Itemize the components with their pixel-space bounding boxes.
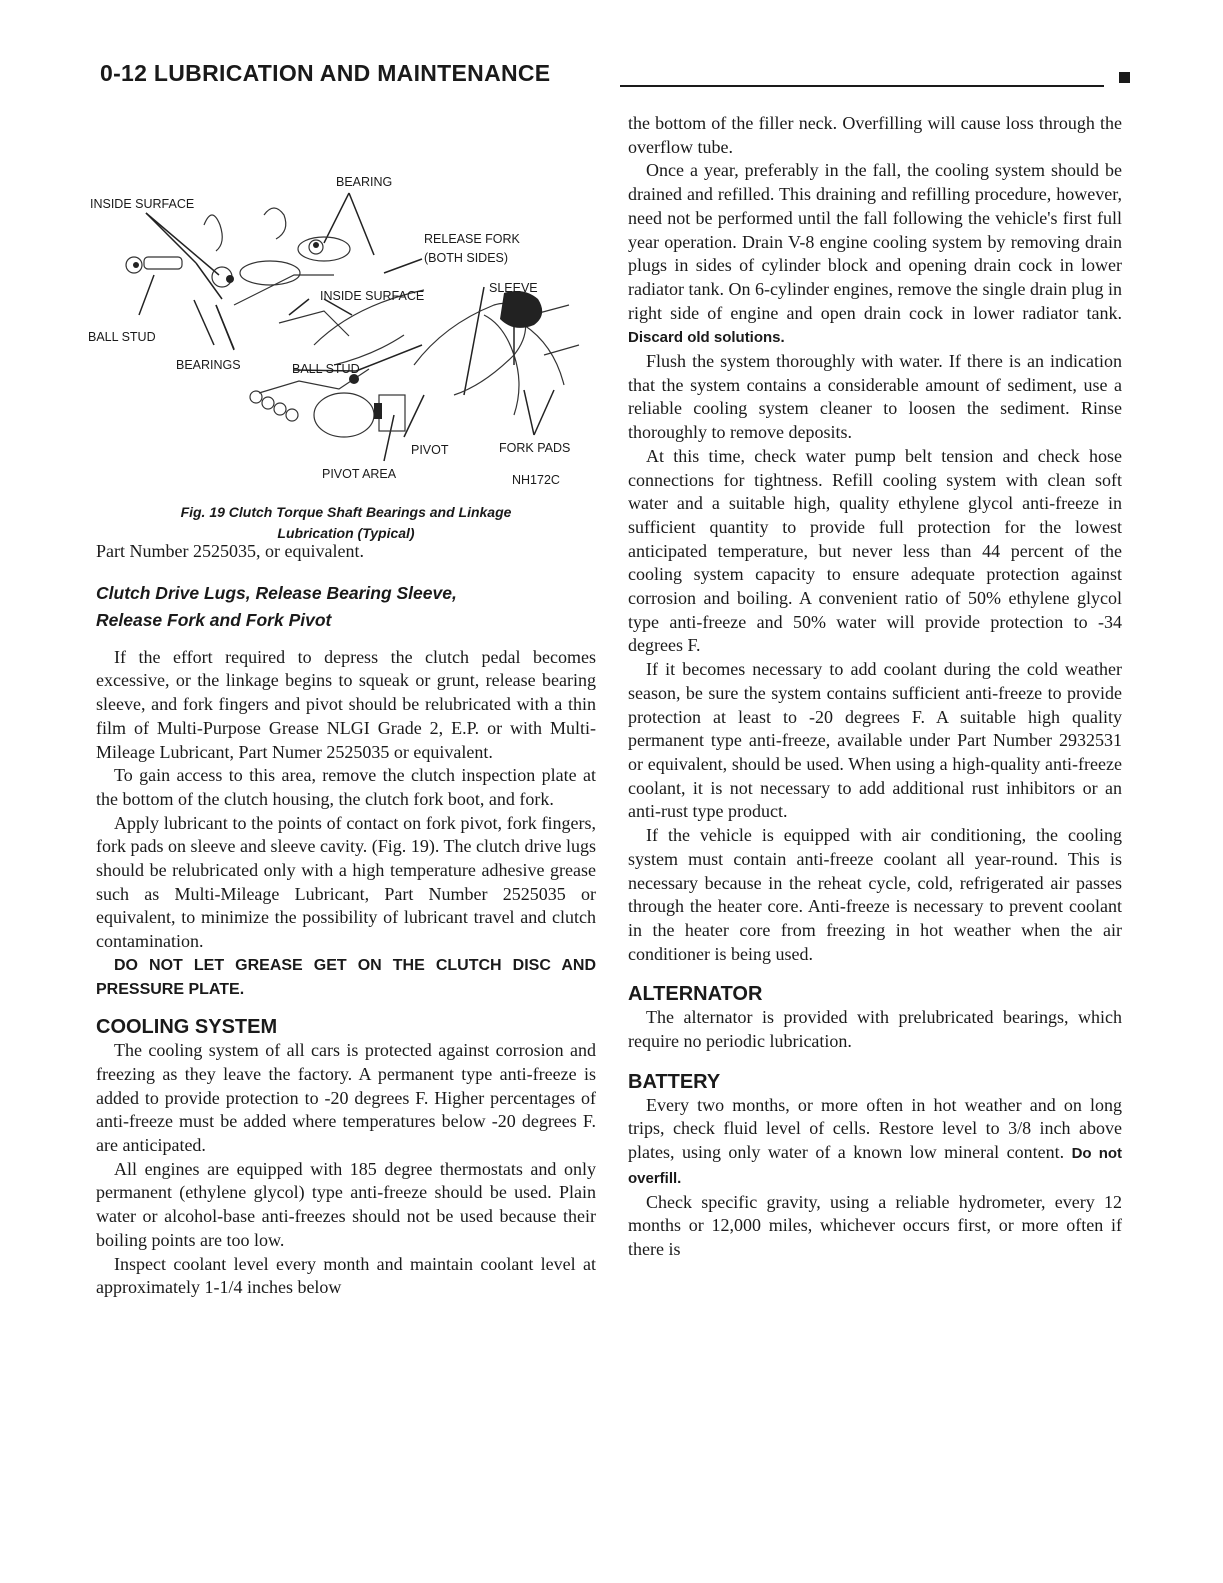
left-column [96, 540, 596, 1300]
label-bearing: BEARING [336, 175, 393, 189]
paragraph-alternator: The alternator is provided with prelubricated bearings, which require no periodic lubrication. [628, 1007, 1122, 1052]
discard-old-solutions: Discard old solutions. [628, 329, 785, 347]
label-pivot: PIVOT [411, 443, 449, 457]
figure-caption-line-1: Fig. 19 Clutch Torque Shaft Bearings and Linkage [180, 504, 512, 520]
paragraph-at-this-time: At this time, check water pump belt tension and check hose connections for tightness. Refill cooling system with clean soft water and a suitable high, quality ethylene glycol anti-freeze in sufficient quantity to provide full protection for the lowest anticipated temperature, but never less than 44 percent of the cooling system capacity to ensure adequate protection against corrosion and boiling. A convenient ratio of 50% ethylene glycol type anti-freeze and 50% water will provide protection to -34 degrees F. [628, 445, 1122, 656]
heading-clutch-drive-lugs-2: Release Fork and Fork Pivot [96, 609, 332, 630]
paragraph-drain-refill [628, 159, 1122, 350]
paragraph-part-number: Part Number 2525035, or equivalent. [96, 541, 364, 561]
paragraph-cooling-inspect: Inspect coolant level every month and maintain coolant level at approximately 1-1/4 inches below [96, 1253, 596, 1298]
page-title: 0-12 LUBRICATION AND MAINTENANCE [100, 60, 551, 86]
figure-caption-line-2: Lubrication (Typical) [277, 525, 415, 541]
label-release-fork: RELEASE FORK [424, 232, 520, 246]
header-square-mark [1119, 72, 1130, 83]
paragraph-filler-neck: the bottom of the filler neck. Overfilling will cause loss through the overflow tube. [628, 113, 1122, 157]
label-ball-stud-mid: BALL STUD [292, 362, 360, 376]
do-not-overfill: Do not overfill. [628, 1145, 1123, 1187]
paragraph-air-conditioning: If the vehicle is equipped with air conditioning, the cooling system must contain anti-freeze coolant all year-round. This is necessary because in the reheat cycle, cold, refrigerated air passes through the heater core. Anti-freeze is necessary to prevent coolant in the heater core from freezing in hot weather when the air conditioner is being used. [628, 825, 1122, 964]
heading-alternator: ALTERNATOR [628, 983, 763, 1006]
heading-battery: BATTERY [628, 1070, 721, 1093]
paragraph-battery-text: Every two months, or more often in hot weather and on long trips, check fluid level of cells. Restore level to 3/8 inch above plates, using only water of a known low mineral content. [628, 1094, 1122, 1163]
label-inside-surface-mid: INSIDE SURFACE [320, 289, 425, 303]
label-ball-stud-left: BALL STUD [88, 330, 156, 344]
paragraph-drain-refill-text: Once a year, preferably in the fall, the cooling system should be drained and refilled. This draining and refilling procedure, however, need not be performed until the fall following the vehicle's first full year operation. Drain V-8 engine cooling system by removing drain plugs in sides of cylinder block and opening drain cock in lower radiator tank. On 6-cylinder engines, remove the single drain plug in right side of engine and open drain cock in lower radiator tank. [628, 160, 1122, 323]
label-both-sides: (BOTH SIDES) [424, 251, 509, 265]
paragraph-flush: Flush the system thoroughly with water. If there is an indication that the system contains a considerable amount of sediment, use a reliable cooling system cleaner to loosen the sediment. Rinse thoroughly to remove deposits. [628, 351, 1122, 443]
paragraph-specific-gravity: Check specific gravity, using a reliable hydrometer, every 12 months or 12,000 miles, whichever occurs first, or more often if there is [628, 1191, 1122, 1259]
warning-grease-clutch: DO NOT LET GREASE GET ON THE CLUTCH DISC AND PRESSURE PLATE. [96, 956, 596, 998]
label-figure-code: NH172C [512, 473, 560, 487]
paragraph-clutch-access: To gain access to this area, remove the clutch inspection plate at the bottom of the clutch housing, the clutch fork boot, and fork. [96, 765, 596, 809]
label-sleeve: SLEEVE [489, 281, 538, 295]
heading-cooling-system: COOLING SYSTEM [96, 1016, 278, 1039]
figure-caption [96, 502, 596, 544]
paragraph-cooling-engines: All engines are equipped with 185 degree thermostats and only permanent (ethylene glycol) type anti-freeze should be used. Plain water or alcohol-base anti-freezes should not be used because their boiling points are too low. [96, 1158, 596, 1250]
heading-clutch-drive-lugs-1: Clutch Drive Lugs, Release Bearing Sleeve, [96, 582, 457, 603]
right-column [628, 112, 1122, 1262]
paragraph-cooling-protected: The cooling system of all cars is protected against corrosion and freezing as they leave the factory. A permanent type anti-freeze is added to provide protection to -20 degrees F. Higher percentages of anti-freeze must be added where temperatures below -20 degrees F. are anticipated. [96, 1040, 596, 1156]
header-rule [620, 85, 1104, 87]
page-header [100, 60, 1130, 92]
label-bearings: BEARINGS [176, 358, 241, 372]
paragraph-clutch-effort: If the effort required to depress the clutch pedal becomes excessive, or the linkage begins to squeak or grunt, release bearing sleeve, and fork fingers and pivot should be relubricated with a thin film of Multi-Purpose Grease NLGI Grade 2, E.P. or with Multi-Mileage Lubricant, Part Numer 2525035 or equivalent. [96, 646, 596, 762]
paragraph-clutch-apply: Apply lubricant to the points of contact on fork pivot, fork fingers, fork pads on sleeve and sleeve cavity. (Fig. 19). The clutch drive lugs should be relubricated only with a high temperature adhesive grease such as Multi-Mileage Lubricant, Part Number 2525035 or equivalent, to minimize the possibility of lubricant travel and clutch contamination. [96, 812, 596, 952]
figure-clutch-linkage [84, 165, 604, 493]
paragraph-add-coolant: If it becomes necessary to add coolant during the cold weather season, be sure the system contains sufficient anti-freeze to provide protection at least to -20 degrees F. A suitable high quality permanent type anti-freeze, available under Part Number 2932531 or equivalent, should be used. When using a high-quality anti-freeze coolant, it is not necessary to add additional rust inhibitors or an anti-rust type product. [628, 659, 1122, 822]
label-pivot-area: PIVOT AREA [322, 467, 397, 481]
label-inside-surface-top: INSIDE SURFACE [90, 197, 195, 211]
label-fork-pads: FORK PADS [499, 441, 571, 455]
paragraph-battery [628, 1094, 1122, 1191]
